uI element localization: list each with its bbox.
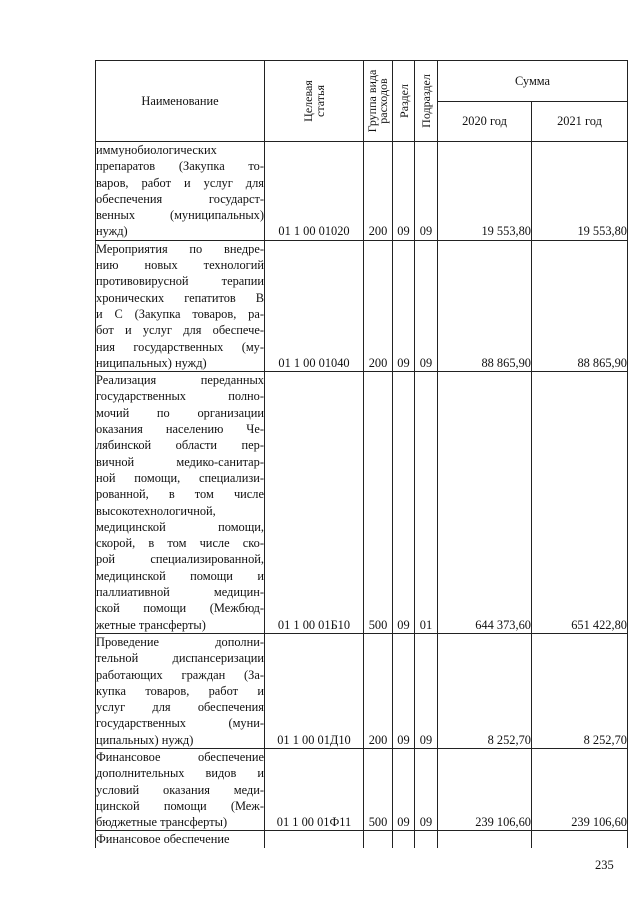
row-name-line: мочий по организации (96, 405, 264, 420)
row-name-line: Финансовое обеспечение (96, 832, 230, 847)
row-section: 09 (393, 240, 415, 371)
row-name-line: услуг для обеспечения (96, 700, 264, 715)
row-sum-2021: 19 553,80 (532, 142, 628, 241)
table-row (96, 240, 628, 371)
row-section (393, 831, 415, 848)
row-target-article: 01 1 00 01Д10 (265, 633, 364, 748)
row-subsection: 09 (415, 240, 438, 371)
header-subsection (415, 61, 438, 142)
row-sum-2021: 651 422,80 (532, 372, 628, 634)
row-name-line: бот и услуг для обеспече- (96, 323, 264, 338)
row-name-line: Реализация переданных (96, 373, 264, 388)
row-subsection: 01 (415, 372, 438, 634)
row-name (96, 633, 265, 748)
row-sum-2021: 88 865,90 (532, 240, 628, 371)
row-sum-2020: 88 865,90 (438, 240, 532, 371)
row-name-line: медицинской помощи и (96, 568, 264, 583)
header-sum: Сумма (438, 61, 628, 102)
row-target-article: 01 1 00 01020 (265, 142, 364, 241)
row-sum-2020: 8 252,70 (438, 633, 532, 748)
row-name-line: медицинской помощи, (96, 519, 264, 534)
row-name-line: оказания населению Че- (96, 422, 264, 437)
page-number: 235 (595, 858, 614, 872)
header-name: Наименование (96, 61, 265, 142)
row-sum-2020: 644 373,60 (438, 372, 532, 634)
row-name-line: и С (Закупка товаров, ра- (96, 306, 264, 321)
row-name (96, 142, 265, 241)
row-name-line: препаратов (Закупка то- (96, 159, 264, 174)
row-target-article: 01 1 00 01Ф11 (265, 748, 364, 830)
row-name-line: государственных полно- (96, 389, 264, 404)
row-name-line: лябинской области пер- (96, 438, 264, 453)
header-expense-group-label: Группа вида расходов (365, 69, 390, 133)
row-name-line: хронических гепатитов В (96, 290, 264, 305)
row-name (96, 748, 265, 830)
row-name-line: рой специализированной, (96, 552, 264, 567)
table-row (96, 748, 628, 830)
row-name-line: ской помощи (Межбюд- (96, 601, 264, 616)
row-subsection: 09 (415, 748, 438, 830)
row-name-line: работающих граждан (За- (96, 667, 264, 682)
row-subsection (415, 831, 438, 848)
row-name-line: Финансовое обеспечение (96, 749, 264, 764)
row-name-line: ния государственных (му- (96, 339, 264, 354)
header-year-2021: 2021 год (532, 101, 628, 142)
row-name-line: тельной диспансеризации (96, 651, 264, 666)
row-section: 09 (393, 372, 415, 634)
row-name-line: венных (муниципальных) (96, 208, 264, 223)
header-target-article (265, 61, 364, 142)
row-name-line: жетные трансферты) (96, 617, 206, 632)
header-year-2020: 2020 год (438, 101, 532, 142)
row-name-line: государственных (муни- (96, 716, 264, 731)
row-name-line: варов, работ и услуг для (96, 175, 264, 190)
row-target-article: 01 1 00 01Б10 (265, 372, 364, 634)
table-row (96, 142, 628, 241)
row-name-line: Проведение дополни- (96, 634, 264, 649)
row-name-line: бюджетные трансферты) (96, 815, 228, 830)
row-name-line: вичной медико-санитар- (96, 454, 264, 469)
row-name-line: Мероприятия по внедре- (96, 241, 264, 256)
row-name-line: скорой, в том числе ско- (96, 536, 264, 551)
table-header (96, 61, 628, 142)
row-expense-group: 200 (364, 142, 393, 241)
row-section: 09 (393, 748, 415, 830)
row-name-line: ципальных) нужд) (96, 732, 194, 747)
row-name-line: паллиативной медицин- (96, 585, 264, 600)
row-expense-group: 500 (364, 372, 393, 634)
header-section-label: Раздел (396, 84, 411, 118)
row-section: 09 (393, 142, 415, 241)
row-subsection: 09 (415, 142, 438, 241)
row-name-line: купка товаров, работ и (96, 683, 264, 698)
row-name-line: ниципальных) нужд) (96, 355, 207, 370)
row-sum-2020 (438, 831, 532, 848)
row-sum-2021: 8 252,70 (532, 633, 628, 748)
row-expense-group (364, 831, 393, 848)
row-name-line: нужд) (96, 224, 128, 239)
row-section: 09 (393, 633, 415, 748)
table-row (96, 831, 628, 848)
table-row (96, 372, 628, 634)
row-subsection: 09 (415, 633, 438, 748)
row-expense-group: 200 (364, 633, 393, 748)
row-target-article: 01 1 00 01040 (265, 240, 364, 371)
row-expense-group: 200 (364, 240, 393, 371)
row-target-article (265, 831, 364, 848)
row-name-line: ной помощи, специализи- (96, 470, 264, 485)
budget-table (95, 60, 628, 848)
row-name-line: обеспечения государст- (96, 191, 264, 206)
row-name-line: высокотехнологичной, (96, 503, 216, 518)
row-sum-2020: 239 106,60 (438, 748, 532, 830)
row-name (96, 831, 265, 848)
row-expense-group: 500 (364, 748, 393, 830)
header-expense-group (364, 61, 393, 142)
header-subsection-label: Подраздел (419, 74, 433, 128)
row-sum-2020: 19 553,80 (438, 142, 532, 241)
table-body (96, 142, 628, 848)
row-name-line: противовирусной терапии (96, 274, 264, 289)
header-target-article-label: Целевая статья (301, 80, 327, 122)
row-name (96, 240, 265, 371)
row-name-line: дополнительных видов и (96, 766, 264, 781)
row-sum-2021: 239 106,60 (532, 748, 628, 830)
row-sum-2021 (532, 831, 628, 848)
row-name-line: цинской помощи (Меж- (96, 798, 264, 813)
row-name (96, 372, 265, 634)
table-row (96, 633, 628, 748)
row-name-line: нию новых технологий (96, 258, 264, 273)
row-name-line: рованной, в том числе (96, 487, 264, 502)
row-name-line: условий оказания меди- (96, 782, 264, 797)
row-name-line: иммунобиологических (96, 143, 217, 157)
header-section (393, 61, 415, 142)
